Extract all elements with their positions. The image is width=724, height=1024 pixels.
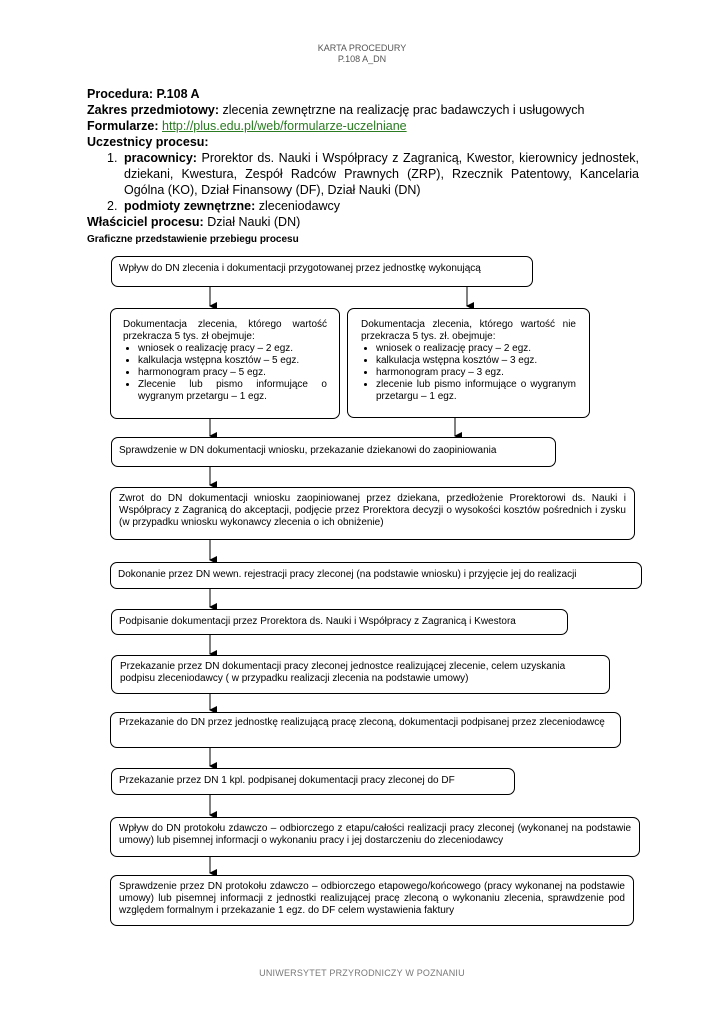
owner-label: Właściciel procesu: <box>87 215 204 229</box>
header-title: KARTA PROCEDURY <box>317 43 407 53</box>
procedure-value: P.108 A <box>156 87 200 101</box>
step-registration: Dokonanie przez DN wewn. rejestracji pracy zleconej (na podstawie wniosku) i przyjęcie jej do realizacji <box>110 562 642 589</box>
participant-text: zleceniodawcy <box>258 199 341 213</box>
step-protocol-intake: Wpływ do DN protokołu zdawczo – odbiorczego z etapu/całości realizacji pracy zleconej (wykonanej na podstawie umowy) lub pisemnej informacji o wykonaniu pracy i jej dostarczeniu do zleceniodawcy <box>110 817 640 857</box>
flow-subtitle: Graficzne przedstawienie przebiegu procesu <box>87 234 299 245</box>
list-item: • kalkulacja wstępna kosztów – 3 egz. <box>376 355 576 367</box>
scope-value: zlecenia zewnętrzne na realizację prac badawczych i usługowych <box>222 103 585 117</box>
footer-university: UNIWERSYTET PRZYRODNICZY W POZNANIU <box>259 968 465 978</box>
participants-label: Uczestnicy procesu: <box>87 135 209 149</box>
doc-over-5k-list <box>123 343 327 403</box>
participant-number: 1. <box>107 151 118 165</box>
procedure-label: Procedura: <box>87 87 153 101</box>
step-signing: Podpisanie dokumentacji przez Prorektora ds. Nauki i Współpracy z Zagranicą i Kwestora <box>111 609 568 635</box>
doc-under-5k-intro: Dokumentacja zlecenia, którego wartość nie przekracza 5 tys. zł. obejmuje: <box>361 319 576 342</box>
participant-label: pracownicy: <box>124 151 197 165</box>
step-return-opinion: Zwrot do DN dokumentacji wniosku zaopiniowanej przez dziekana, przedłożenie Prorektorowi ds. Nauki i Współpracy z Zagranicą do akceptacji, podjęcie przez Prorektora decyzji o wysokości kosztów pośrednich i zysku (w przypadku wniosku wykonawcy zlecenia o ich obniżenie) <box>110 487 635 540</box>
scope-label: Zakres przedmiotowy: <box>87 103 219 117</box>
list-item: • harmonogram pracy – 3 egz. <box>376 367 576 379</box>
step-intake: Wpływ do DN zlecenia i dokumentacji przygotowanej przez jednostkę wykonującą <box>111 256 533 287</box>
owner-value: Dział Nauki (DN) <box>207 215 301 229</box>
doc-under-5k <box>347 308 590 418</box>
forms-label: Formularze: <box>87 119 159 133</box>
header-code: P.108 A_DN <box>337 54 387 64</box>
step-return-signed: Przekazanie do DN przez jednostkę realizującą pracę zleconą, dokumentacji podpisanej przez zleceniodawcę <box>110 712 621 748</box>
list-item: • zlecenie lub pismo informujące o wygranym przetargu – 1 egz. <box>376 379 576 403</box>
participant-text: Prorektor ds. Nauki i Współpracy z Zagranicą, Kwestor, kierownicy jednostek, dziekani, Kwestura, Zespół Radców Prawnych (ZRP), Rzecznik Patentowy, Kancelaria Ogólna (KO), Dział Finansowy (DF), Dział Nauki (DN) <box>124 151 639 197</box>
participant-label: podmioty zewnętrzne: <box>124 199 256 213</box>
step-protocol-check: Sprawdzenie przez DN protokołu zdawczo – odbiorczego etapowego/końcowego (pracy wykonanej na podstawie umowy) lub pisemnej informacji z jednostki realizującej pracę zleconą o wykonaniu zlecenia, sprawdzenie pod względem formalnym i przekazanie 1 egz. do DF celem wystawienia faktury <box>110 875 634 926</box>
forms-link[interactable]: http://plus.edu.pl/web/formularze-uczelniane <box>162 119 407 133</box>
list-item: • Zlecenie lub pismo informujące o wygranym przetargu – 1 egz. <box>138 379 327 403</box>
doc-over-5k-intro: Dokumentacja zlecenia, którego wartość przekracza 5 tys. zł obejmuje: <box>123 319 327 342</box>
list-item: • kalkulacja wstępna kosztów – 5 egz. <box>138 355 327 367</box>
step-transfer-df: Przekazanie przez DN 1 kpl. podpisanej dokumentacji pracy zleconej do DF <box>111 768 515 795</box>
doc-under-5k-list <box>361 343 576 403</box>
list-item: • wniosek o realizację pracy – 2 egz. <box>376 343 576 355</box>
doc-over-5k <box>110 308 340 419</box>
list-item: • harmonogram pracy – 5 egz. <box>138 367 327 379</box>
list-item: • wniosek o realizację pracy – 2 egz. <box>138 343 327 355</box>
step-transfer-unit: Przekazanie przez DN dokumentacji pracy zleconej jednostce realizującej zlecenie, celem uzyskania podpisu zleceniodawcy ( w przypadku realizacji zlecenia na podstawie umowy) <box>111 655 610 694</box>
participant-number: 2. <box>107 199 118 213</box>
step-check-docs: Sprawdzenie w DN dokumentacji wniosku, przekazanie dziekanowi do zaopiniowania <box>111 437 556 467</box>
